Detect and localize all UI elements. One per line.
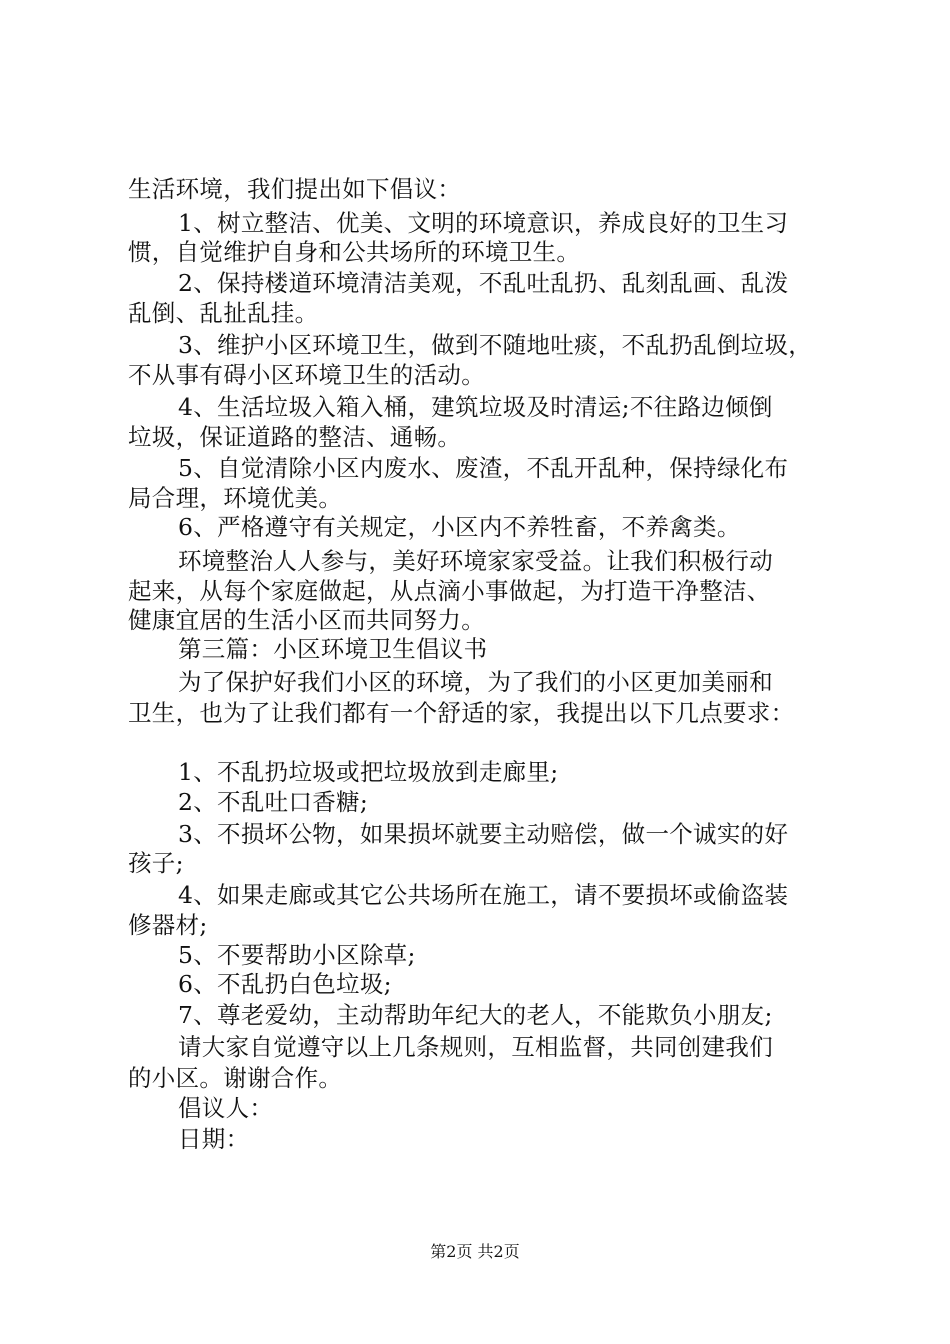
text-line: 局合理，环境优美。 [128,484,343,512]
text-line: 5、自觉清除小区内废水、废渣，不乱开乱种，保持绿化布 [178,454,789,482]
page-number: 第2页 共2页 [430,1242,520,1261]
text-line: 修器材; [128,911,208,939]
text-line: 3、维护小区环境卫生，做到不随地吐痰，不乱扔乱倒垃圾， [178,331,813,359]
text-line: 4、生活垃圾入箱入桶，建筑垃圾及时清运;不往路边倾倒 [178,393,773,421]
signer-label: 倡议人： [178,1094,274,1122]
text-line: 不从事有碍小区环境卫生的活动。 [128,361,485,389]
text-line: 1、树立整洁、优美、文明的环境意识，养成良好的卫生习 [178,209,789,237]
text-line: 乱倒、乱扯乱挂。 [128,299,319,327]
date-label: 日期： [178,1125,250,1153]
text-line: 环境整治人人参与，美好环境家家受益。让我们积极行动 [178,547,773,575]
text-line: 3、不损坏公物，如果损坏就要主动赔偿，做一个诚实的好 [178,820,789,848]
section-heading: 第三篇：小区环境卫生倡议书 [178,635,488,663]
text-line: 1、不乱扔垃圾或把垃圾放到走廊里; [178,758,559,786]
text-line: 孩子; [128,849,184,877]
text-line: 健康宜居的生活小区而共同努力。 [128,606,485,634]
text-line: 生活环境，我们提出如下倡议： [128,175,462,203]
text-line: 2、保持楼道环境清洁美观，不乱吐乱扔、乱刻乱画、乱泼 [178,269,789,297]
text-line: 6、不乱扔白色垃圾; [178,970,392,998]
text-line: 6、严格遵守有关规定，小区内不养牲畜，不养禽类。 [178,513,741,541]
text-line: 垃圾，保证道路的整洁、通畅。 [128,423,462,451]
text-line: 的小区。谢谢合作。 [128,1064,343,1092]
text-line: 起来，从每个家庭做起，从点滴小事做起，为打造干净整洁、 [128,577,771,605]
text-line: 请大家自觉遵守以上几条规则，互相监督，共同创建我们 [178,1033,773,1061]
text-line: 为了保护好我们小区的环境，为了我们的小区更加美丽和 [178,668,773,696]
text-line: 7、尊老爱幼，主动帮助年纪大的老人，不能欺负小朋友; [178,1001,773,1029]
text-line: 2、不乱吐口香糖; [178,788,369,816]
text-line: 5、不要帮助小区除草; [178,941,416,969]
text-line: 惯，自觉维护自身和公共场所的环境卫生。 [128,238,581,266]
page-footer [0,1241,950,1263]
text-line: 卫生，也为了让我们都有一个舒适的家，我提出以下几点要求： [128,699,795,727]
text-line: 4、如果走廊或其它公共场所在施工，请不要损坏或偷盗装 [178,881,789,909]
